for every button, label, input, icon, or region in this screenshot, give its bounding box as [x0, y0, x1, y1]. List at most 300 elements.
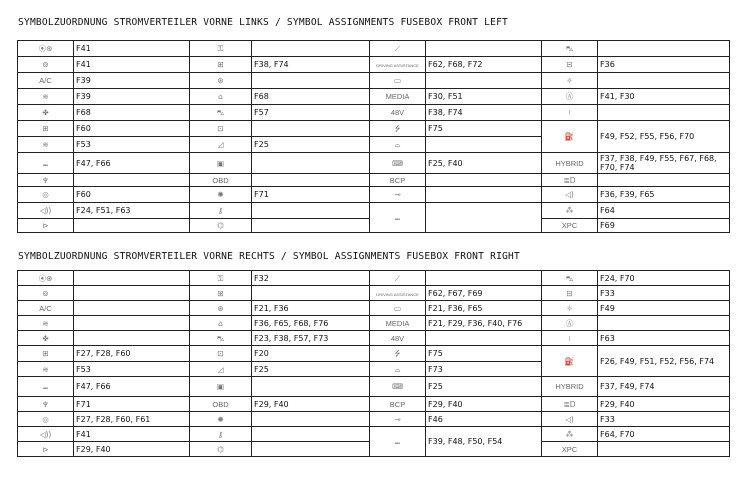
fuse-assignment: F38, F74	[252, 57, 370, 73]
driving-assistance-icon	[370, 286, 426, 301]
window-icon	[542, 286, 598, 301]
symbol-glyph: ⊚	[42, 60, 49, 69]
door-icon	[190, 362, 252, 377]
fuse-assignment: F24, F70	[598, 271, 730, 286]
fuse-assignment	[598, 105, 730, 121]
key-icon	[190, 271, 252, 286]
fuse-assignment	[252, 73, 370, 89]
seat-occupancy-icon	[190, 121, 252, 137]
fuse-assignment	[426, 174, 542, 187]
symbol-glyph: ⊞	[217, 288, 224, 298]
abs-esp-icon	[18, 271, 74, 286]
symbol-glyph: ☼	[566, 303, 573, 313]
horn-icon	[542, 187, 598, 203]
usb-icon	[370, 346, 426, 362]
symbol-label: MEDIA	[385, 318, 410, 328]
engine-icon	[542, 346, 598, 377]
monitor-icon	[190, 153, 252, 174]
car-side-icon	[190, 331, 252, 346]
table-row	[18, 153, 730, 174]
phone-icon	[370, 153, 426, 174]
symbol-glyph: ◎	[42, 190, 49, 199]
obd-icon	[190, 174, 252, 187]
trailer-icon	[370, 187, 426, 203]
fuse-assignment: F57	[252, 105, 370, 121]
symbol-glyph: ◿	[217, 140, 224, 149]
fuse-assignment	[74, 174, 190, 187]
symbol-glyph: ▭	[393, 76, 402, 85]
symbol-label: HYBRID	[555, 158, 584, 168]
symbol-glyph: ⊞	[42, 349, 49, 358]
symbol-glyph: ⚿	[217, 44, 224, 53]
fuse-assignment: F21, F36	[252, 301, 370, 316]
alarm-icon	[190, 219, 252, 233]
fuse-assignment	[74, 219, 190, 233]
sun-sensor-icon	[190, 187, 252, 203]
battery-icon	[190, 286, 252, 301]
fuse-assignment: F46	[426, 412, 542, 427]
fuse-assignment	[252, 41, 370, 57]
trailer-icon	[370, 412, 426, 427]
symbol-glyph: ⊚	[42, 288, 49, 298]
symbol-glyph: ≣D	[563, 175, 576, 185]
fuse-assignment	[252, 442, 370, 457]
symbol-glyph: ⌬	[217, 221, 224, 230]
speaker-icon	[18, 427, 74, 442]
symbol-label: XPC	[561, 444, 578, 454]
symbol-glyph: ⌨	[392, 382, 403, 391]
symbol-glyph: ⚿	[217, 273, 224, 283]
fuse-assignment: F64, F70	[598, 427, 730, 442]
table-row	[18, 397, 730, 412]
symbol-glyph: ⛽	[564, 132, 575, 141]
fuse-assignment	[426, 137, 542, 153]
fuse-assignment	[252, 121, 370, 137]
fuse-assignment: F53	[74, 362, 190, 377]
symbol-glyph: ⊛	[217, 303, 224, 313]
fan-icon	[18, 105, 74, 121]
symbol-glyph: ⑉	[43, 382, 48, 391]
fuse-assignment: F21, F36, F65	[426, 301, 542, 316]
fuse-assignment: F68	[74, 105, 190, 121]
headlight-icon	[542, 174, 598, 187]
fuse-assignment: F30, F51	[426, 89, 542, 105]
driving-assistance-icon	[370, 57, 426, 73]
symbol-glyph: ⦿⊛	[38, 273, 53, 283]
table-row	[18, 377, 730, 397]
fuse-assignment: F33	[598, 412, 730, 427]
48v-icon	[370, 105, 426, 121]
symbol-glyph: ≣D	[563, 399, 576, 409]
fusebox-front-left-table	[17, 40, 730, 233]
fuse-assignment	[598, 73, 730, 89]
fuse-assignment	[252, 427, 370, 442]
fuse-assignment	[252, 412, 370, 427]
symbol-glyph: ⧘	[568, 333, 571, 343]
symbol-glyph: ⟋	[394, 273, 401, 283]
fuse-assignment: F39	[74, 73, 190, 89]
symbol-glyph: ⊸	[394, 414, 401, 424]
symbol-glyph: ▭	[393, 303, 402, 313]
symbol-glyph: ≋	[42, 364, 49, 374]
airbag-icon	[18, 412, 74, 427]
symbol-glyph: ⛍	[216, 333, 225, 343]
symbol-glyph: ⌂	[218, 92, 223, 101]
fuse-assignment: F41	[74, 427, 190, 442]
symbol-glyph: ⊟	[566, 60, 573, 69]
symbol-glyph: ⌂	[218, 318, 223, 328]
fuse-assignment	[598, 174, 730, 187]
fuse-assignment: F32	[252, 271, 370, 286]
table-row	[18, 412, 730, 427]
home-lighting-icon	[190, 316, 252, 331]
media-icon	[370, 89, 426, 105]
door-icon	[190, 137, 252, 153]
symbol-glyph: ⊳	[42, 444, 49, 454]
steering-wheel-icon	[190, 301, 252, 316]
fuse-assignment: F29, F40	[426, 397, 542, 412]
brake-icon	[18, 286, 74, 301]
obd-icon	[190, 397, 252, 412]
rear-light-icon	[542, 203, 598, 219]
fuse-assignment: F29, F40	[252, 397, 370, 412]
symbol-glyph: ☼	[566, 76, 573, 85]
fuse-assignment: F75	[426, 346, 542, 362]
media-icon	[370, 316, 426, 331]
table-row	[18, 203, 730, 219]
table-row	[18, 105, 730, 121]
symbol-label: A/C	[39, 303, 52, 313]
fuse-assignment: F75	[426, 121, 542, 137]
mirror-icon	[18, 397, 74, 412]
fuse-assignment: F73	[426, 362, 542, 377]
horn-signal-icon	[18, 442, 74, 457]
fuse-assignment	[252, 153, 370, 174]
table-row	[18, 41, 730, 57]
symbol-label: A/C	[39, 76, 52, 85]
symbol-glyph: ✤	[42, 333, 49, 343]
fuse-assignment	[426, 203, 542, 233]
car-key-icon	[190, 427, 252, 442]
mirror-icon	[18, 174, 74, 187]
display-icon	[370, 301, 426, 316]
bcp-icon	[370, 174, 426, 187]
symbol-glyph: ⑉	[395, 437, 400, 446]
fuse-assignment: F63	[598, 331, 730, 346]
fuse-assignment: F37, F38, F49, F55, F67, F68, F70, F74	[598, 153, 730, 174]
fuse-assignment: F60	[74, 187, 190, 203]
fuse-assignment: F26, F49, F51, F52, F56, F74	[598, 346, 730, 377]
table-row	[18, 427, 730, 442]
symbol-glyph: ⛍	[565, 273, 574, 283]
symbol-glyph: ⊳	[42, 221, 49, 230]
symbol-glyph: ▣	[216, 158, 225, 168]
fuse-assignment: F36, F65, F68, F76	[252, 316, 370, 331]
auto-hold-icon	[542, 89, 598, 105]
symbol-glyph: ⑉	[395, 213, 400, 222]
symbol-label: HYBRID	[555, 382, 584, 391]
hybrid-icon	[542, 153, 598, 174]
48v-icon	[370, 331, 426, 346]
fuse-assignment	[74, 271, 190, 286]
fuse-assignment: F25	[426, 377, 542, 397]
fuse-assignment: F41	[74, 57, 190, 73]
symbol-glyph: ♆	[42, 399, 49, 409]
bcp-icon	[370, 397, 426, 412]
fuse-assignment: F64	[598, 203, 730, 219]
fusebox-front-right-table	[17, 270, 730, 457]
symbol-glyph: ⊡	[217, 124, 224, 133]
car-side-icon	[190, 105, 252, 121]
table-row	[18, 346, 730, 362]
fuse-assignment	[74, 331, 190, 346]
table-row	[18, 331, 730, 346]
fuse-assignment: F33	[598, 286, 730, 301]
steering-wheel-icon	[190, 73, 252, 89]
symbol-glyph: ▣	[216, 382, 225, 391]
fuse-assignment	[598, 442, 730, 457]
symbol-glyph: ⚷	[217, 206, 224, 215]
fuse-assignment: F47, F66	[74, 153, 190, 174]
fuse-assignment: F36	[598, 57, 730, 73]
symbol-glyph: ≋	[42, 318, 49, 328]
horn-signal-icon	[18, 219, 74, 233]
table-row	[18, 174, 730, 187]
symbol-glyph: ⛍	[216, 108, 225, 117]
symbol-glyph: ◁)	[565, 190, 574, 199]
key-icon	[190, 41, 252, 57]
ac-icon	[18, 73, 74, 89]
symbol-glyph: ≋	[42, 92, 49, 101]
headlight-icon	[542, 397, 598, 412]
brake-icon	[18, 57, 74, 73]
symbol-glyph: ⛽	[564, 356, 575, 366]
symbol-glyph: ⊞	[42, 124, 49, 133]
symbol-glyph: ⊞	[217, 60, 224, 69]
ac-icon	[18, 301, 74, 316]
symbol-glyph: ◁)	[565, 414, 574, 424]
airbag-icon	[18, 187, 74, 203]
12v-socket-icon	[370, 362, 426, 377]
fuse-assignment: F27, F28, F60, F61	[74, 412, 190, 427]
car-key-icon	[190, 203, 252, 219]
usb-icon	[370, 121, 426, 137]
symbol-label: MEDIA	[385, 92, 410, 101]
symbol-glyph: ◁))	[39, 429, 52, 439]
seat-adjust-icon	[370, 427, 426, 457]
front-right-title: SYMBOLZUORDNUNG STROMVERTEILER VORNE RECHTS / SYMBOL ASSIGNMENTS FUSEBOX FRONT RIGHT	[18, 251, 520, 262]
symbol-label: BCP	[389, 175, 406, 185]
fuse-assignment: F53	[74, 137, 190, 153]
fuse-assignment: F29, F40	[74, 442, 190, 457]
symbol-glyph: Ⓐ	[565, 92, 574, 101]
table-row	[18, 73, 730, 89]
fuse-assignment: F24, F51, F63	[74, 203, 190, 219]
symbol-glyph: ⌬	[217, 444, 224, 454]
symbol-glyph: ≋	[42, 140, 49, 149]
symbol-glyph: ⊛	[217, 76, 224, 85]
table-row	[18, 187, 730, 203]
car-roof-icon	[542, 271, 598, 286]
fuse-assignment	[252, 377, 370, 397]
symbol-glyph: ✤	[42, 108, 49, 117]
fuse-assignment	[252, 203, 370, 219]
heated-rear-icon	[18, 362, 74, 377]
battery-icon	[190, 57, 252, 73]
symbol-label: XPC	[561, 221, 578, 230]
12v-socket-icon	[370, 137, 426, 153]
fuse-assignment: F47, F66	[74, 377, 190, 397]
display-icon	[370, 73, 426, 89]
symbol-glyph: ⁂	[565, 429, 574, 439]
fuse-assignment: F71	[74, 397, 190, 412]
fuse-assignment: F25, F40	[426, 153, 542, 174]
fuse-assignment: F21, F29, F36, F40, F76	[426, 316, 542, 331]
fuse-assignment: F60	[74, 121, 190, 137]
antenna-icon	[370, 41, 426, 57]
symbol-label: OBD	[212, 175, 229, 185]
fuse-assignment	[252, 286, 370, 301]
fuse-assignment: F41	[74, 41, 190, 57]
fuse-assignment	[598, 316, 730, 331]
fuse-assignment: F25	[252, 362, 370, 377]
seat-adjust-icon	[370, 203, 426, 233]
symbol-glyph: ⛍	[565, 44, 574, 53]
fuse-assignment	[74, 316, 190, 331]
symbol-glyph: ⭍	[394, 349, 401, 358]
fuse-assignment: F39, F48, F50, F54	[426, 427, 542, 457]
symbol-label: DRIVING ASSISTANCE	[376, 63, 419, 68]
fuse-assignment: F23, F38, F57, F73	[252, 331, 370, 346]
symbol-glyph: ◿	[217, 364, 224, 374]
home-lighting-icon	[190, 89, 252, 105]
fuse-assignment	[426, 187, 542, 203]
fuse-assignment: F49, F52, F55, F56, F70	[598, 121, 730, 153]
speaker-icon	[18, 203, 74, 219]
symbol-glyph: ♆	[42, 175, 49, 185]
fuse-assignment: F69	[598, 219, 730, 233]
fuse-assignment: F37, F49, F74	[598, 377, 730, 397]
symbol-glyph: ⧘	[568, 108, 571, 117]
heated-windshield-icon	[18, 346, 74, 362]
symbol-glyph: ✺	[217, 190, 224, 199]
seat-heating-icon	[18, 377, 74, 397]
symbol-glyph: ⭍	[394, 124, 401, 133]
fuse-assignment: F20	[252, 346, 370, 362]
heated-rear-window-icon	[18, 316, 74, 331]
fuse-assignment: F39	[74, 89, 190, 105]
lights-icon	[542, 301, 598, 316]
fuse-assignment	[426, 271, 542, 286]
symbol-glyph: ⑉	[43, 158, 48, 168]
fuse-assignment: F49	[598, 301, 730, 316]
table-row	[18, 301, 730, 316]
symbol-glyph: ◁))	[39, 206, 52, 215]
fuse-assignment: F41, F30	[598, 89, 730, 105]
engine-icon	[542, 121, 598, 153]
table-row	[18, 121, 730, 137]
xpc-icon	[542, 219, 598, 233]
antenna-icon	[370, 271, 426, 286]
symbol-glyph: ⁂	[565, 206, 574, 215]
symbol-glyph: ⦿⊛	[38, 44, 53, 53]
monitor-icon	[190, 377, 252, 397]
table-row	[18, 89, 730, 105]
symbol-glyph: ◎	[42, 414, 49, 424]
fuse-icon	[542, 105, 598, 121]
sun-sensor-icon	[190, 412, 252, 427]
fan-icon	[18, 331, 74, 346]
xpc-icon	[542, 442, 598, 457]
fuse-assignment	[74, 286, 190, 301]
heated-rear-icon	[18, 137, 74, 153]
symbol-glyph: ⟋	[394, 44, 401, 53]
fuse-assignment: F62, F67, F69	[426, 286, 542, 301]
fuse-assignment: F25	[252, 137, 370, 153]
horn-icon	[542, 412, 598, 427]
fuse-assignment	[426, 331, 542, 346]
heated-rear-window-icon	[18, 89, 74, 105]
phone-icon	[370, 377, 426, 397]
symbol-glyph: ⊡	[217, 349, 224, 358]
symbol-label: OBD	[212, 399, 229, 409]
lights-icon	[542, 73, 598, 89]
symbol-label: BCP	[389, 399, 406, 409]
symbol-glyph: ⊸	[394, 190, 401, 199]
symbol-glyph: ⌓	[394, 140, 401, 149]
window-icon	[542, 57, 598, 73]
fuse-assignment	[252, 174, 370, 187]
fuse-assignment: F27, F28, F60	[74, 346, 190, 362]
fuse-assignment: F71	[252, 187, 370, 203]
table-row	[18, 316, 730, 331]
fuse-assignment	[426, 41, 542, 57]
auto-hold-icon	[542, 316, 598, 331]
symbol-label: 48V	[390, 108, 405, 117]
seat-occupancy-icon	[190, 346, 252, 362]
symbol-label: 48V	[390, 333, 405, 343]
car-roof-icon	[542, 41, 598, 57]
hybrid-icon	[542, 377, 598, 397]
fuse-assignment: F68	[252, 89, 370, 105]
symbol-glyph: ⚷	[217, 429, 224, 439]
symbol-glyph: ⌓	[394, 364, 401, 374]
table-row	[18, 57, 730, 73]
front-left-title: SYMBOLZUORDNUNG STROMVERTEILER VORNE LINKS / SYMBOL ASSIGNMENTS FUSEBOX FRONT LEFT	[18, 17, 509, 28]
fuse-assignment	[426, 73, 542, 89]
fuse-assignment: F38, F74	[426, 105, 542, 121]
table-row	[18, 286, 730, 301]
table-row	[18, 271, 730, 286]
seat-heating-icon	[18, 153, 74, 174]
fuse-icon	[542, 331, 598, 346]
alarm-icon	[190, 442, 252, 457]
fuse-assignment	[74, 301, 190, 316]
fuse-assignment	[598, 41, 730, 57]
fuse-assignment: F62, F68, F72	[426, 57, 542, 73]
symbol-label: DRIVING ASSISTANCE	[376, 291, 419, 297]
fuse-assignment: F29, F40	[598, 397, 730, 412]
abs-esp-icon	[18, 41, 74, 57]
symbol-glyph: ⌨	[392, 158, 403, 168]
rear-light-icon	[542, 427, 598, 442]
symbol-glyph: Ⓐ	[565, 318, 574, 328]
fuse-assignment: F36, F39, F65	[598, 187, 730, 203]
symbol-glyph: ✺	[217, 414, 224, 424]
heated-windshield-icon	[18, 121, 74, 137]
symbol-glyph: ⊟	[566, 288, 573, 298]
fuse-assignment	[252, 219, 370, 233]
